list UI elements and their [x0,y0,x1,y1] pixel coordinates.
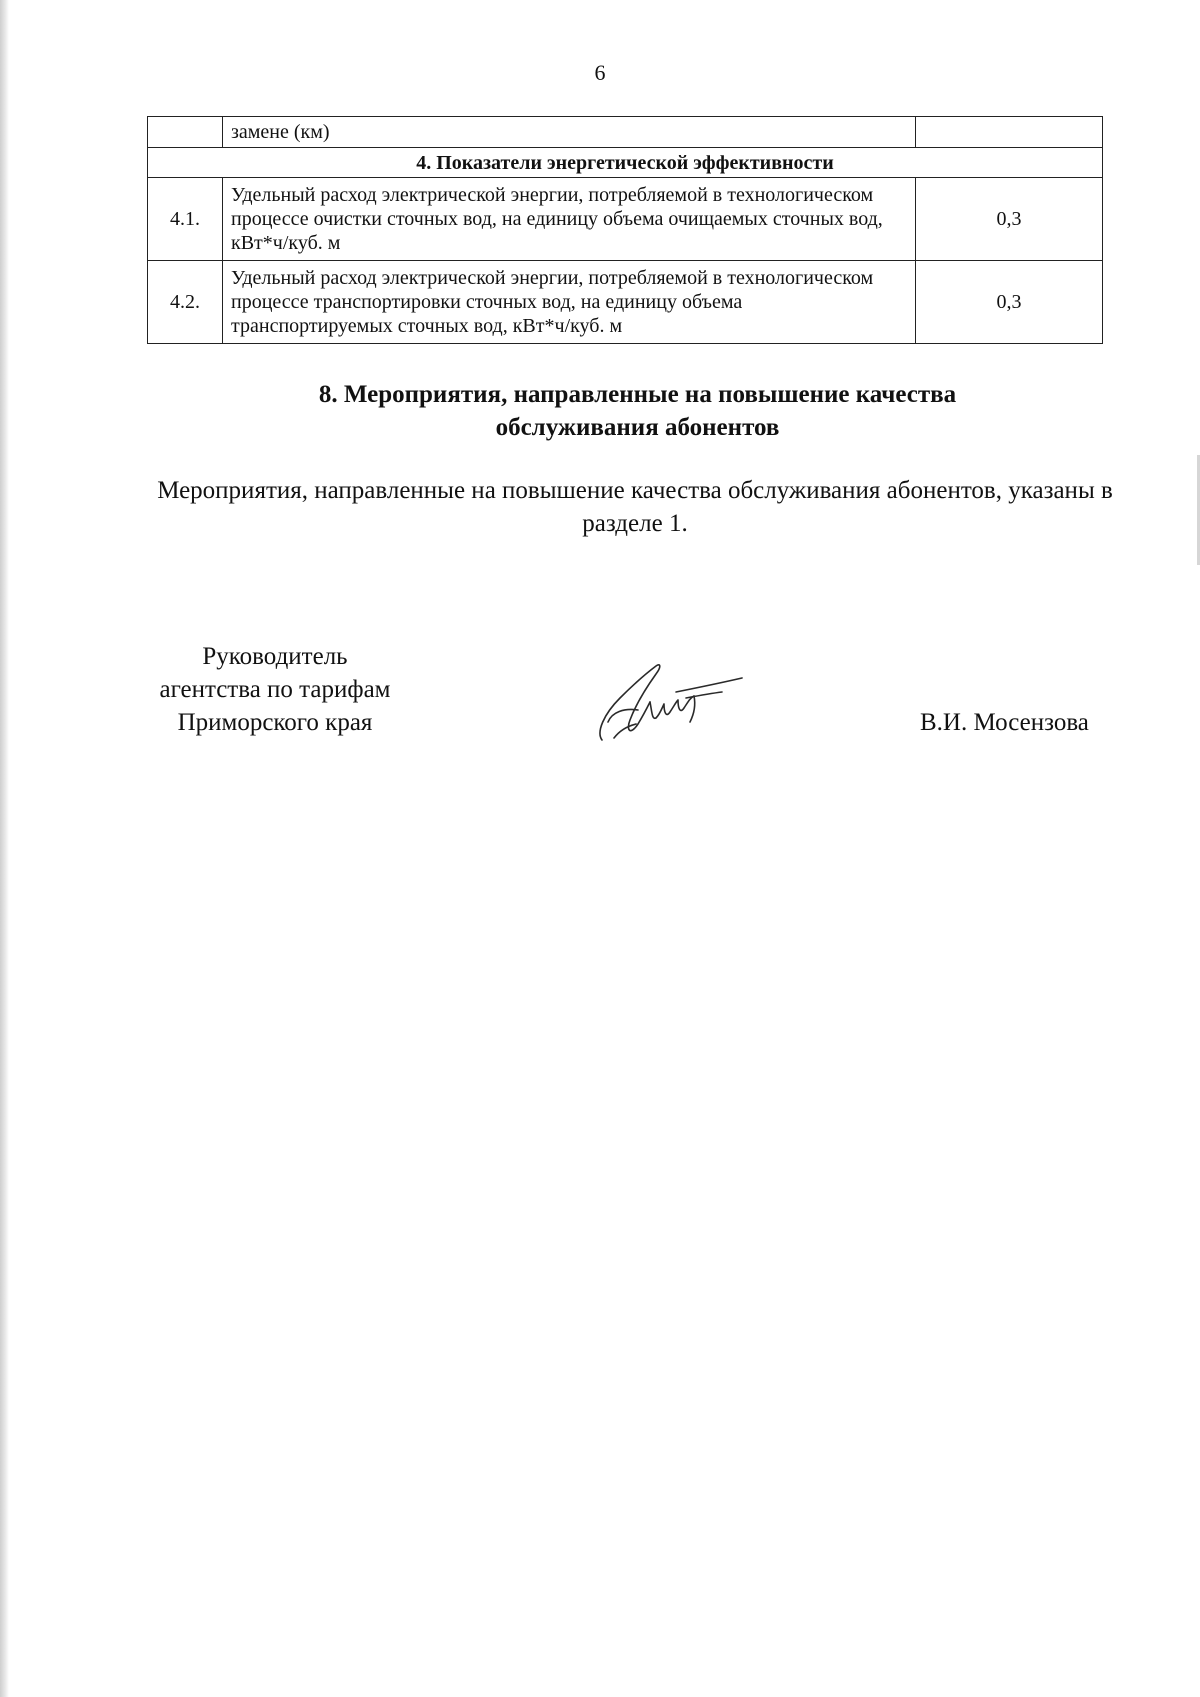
row-name: Удельный расход электрической энергии, потребляемой в технологическом процессе очистки сточных вод, на единицу объема очищаемых сточных вод, кВт*ч/куб. м [223,178,916,261]
table-row-continuation [148,117,1103,148]
row-value: 0,3 [916,178,1103,261]
handwritten-signature [590,652,755,752]
table-row [148,261,1103,344]
row-number: 4.2. [148,261,223,344]
signer-name: В.И. Мосензова [920,709,1089,736]
scan-edge [0,0,9,1697]
indicators-table [147,116,1103,344]
row-value [916,117,1103,148]
section-8-title-line-2: обслуживания абонентов [495,414,780,441]
page-number: 6 [594,60,606,85]
row-name: замене (км) [223,117,916,148]
table-row [148,178,1103,261]
row-number [148,117,223,148]
signer-position-line-2: агентства по тарифам [159,676,391,703]
row-name: Удельный расход электрической энергии, потребляемой в технологическом процессе транспортировки сточных вод, на единицу объема транспортируемых сточных вод, кВт*ч/куб. м [223,261,916,344]
row-number: 4.1. [148,178,223,261]
signer-position-line-1: Руководитель [202,643,348,670]
row-value: 0,3 [916,261,1103,344]
signer-position-line-3: Приморского края [177,709,373,736]
section-8-body: Мероприятия, направленные на повышение качества обслуживания абонентов, указаны в разделе 1. [157,477,1113,537]
table-section-row [148,148,1103,178]
section-heading: 4. Показатели энергетической эффективности [148,148,1103,178]
section-8-title-line-1: 8. Мероприятия, направленные на повышение качества [318,381,957,408]
section-8-title [0,378,1200,444]
signer-position [130,640,420,739]
